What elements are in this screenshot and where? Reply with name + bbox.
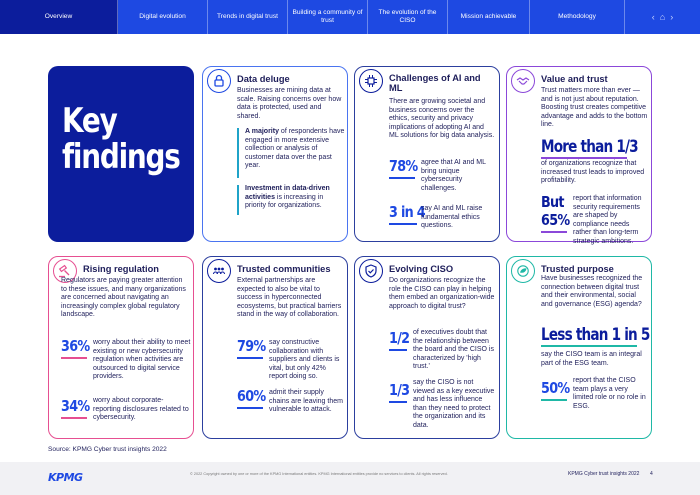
data-point-2-text: is increasing in priority for organizations.	[245, 193, 324, 210]
card-ai-ml	[354, 66, 500, 242]
back-arrow-icon[interactable]: ‹	[651, 12, 655, 22]
top-nav	[0, 0, 700, 34]
data-point-2-bold: Investment in data-driven activities	[245, 185, 330, 201]
tab-evolution-ciso[interactable]: The evolution of the CISO	[368, 0, 448, 34]
tab-digital-evolution[interactable]: Digital evolution	[118, 0, 208, 34]
tab-trends-digital-trust[interactable]: Trends in digital trust	[208, 0, 288, 34]
stat-label: But	[541, 193, 564, 211]
chip-icon	[359, 69, 383, 93]
stat-value: 3 in 4	[389, 203, 425, 221]
stat-text: worry about their ability to meet existing or new cybersecurity regulation when activities are outsourced to digital service providers.	[93, 339, 191, 381]
stat-text: agree that AI and ML bring unique cybersecurity challenges.	[421, 159, 486, 192]
shield-check-icon	[359, 259, 383, 283]
kpmg-logo: KPMG	[48, 471, 83, 484]
card-title: Challenges of AI and ML	[389, 73, 481, 94]
footer-bar	[0, 462, 700, 495]
tab-methodology[interactable]: Methodology	[530, 0, 625, 34]
card-intro: Regulators are paying greater attention to these issues, and many organizations are concerned about navigating an increasingly complex global regulatory landscape.	[61, 277, 186, 319]
nav-tools	[625, 0, 700, 34]
card-trusted-purpose	[506, 256, 652, 439]
data-point-1-bold: A majority	[245, 128, 279, 135]
stat-text: say AI and ML raise fundamental ethics questions.	[421, 205, 483, 230]
card-title: Value and trust	[541, 74, 608, 84]
card-data-deluge	[202, 66, 348, 242]
handshake-icon	[511, 69, 535, 93]
card-intro: Do organizations recognize the role the CISO can play in helping them embed an organization-wide approach to digital trust?	[389, 277, 495, 310]
stat-underline	[237, 407, 263, 409]
stat-value: 1/3	[389, 381, 410, 399]
stat-text: of executives doubt that the relationship between the board and the CISO is characterized by 'high trust.'	[413, 329, 494, 371]
stat-value: 50%	[541, 379, 570, 397]
page-number: 4	[650, 471, 653, 477]
stat-text: worry about corporate-reporting disclosures related to cybersecurity.	[93, 397, 189, 422]
tab-mission-achievable[interactable]: Mission achievable	[448, 0, 530, 34]
stat-underline	[237, 357, 263, 359]
stat-value: 79%	[237, 337, 266, 355]
card-title: Trusted purpose	[541, 264, 614, 274]
big-stat-text: say the CISO team is an integral part of the ESG team.	[541, 351, 642, 367]
stat-text: admit their supply chains are leaving them vulnerable to attack.	[269, 389, 343, 414]
stat-value: 34%	[61, 397, 90, 415]
forward-arrow-icon[interactable]: ›	[670, 12, 674, 22]
accent-bar	[237, 185, 239, 215]
stat-underline	[61, 357, 87, 359]
card-title: Trusted communities	[237, 264, 331, 274]
card-intro: Businesses are mining data at scale. Raising concerns over how data is protected, used and shared.	[237, 87, 342, 120]
stat-text: say the CISO is not viewed as a key executive and has less influence than they need to protect the organization and its data.	[413, 379, 495, 429]
tab-community-of-trust[interactable]: Building a community of trust	[288, 0, 368, 34]
card-value-trust	[506, 66, 652, 245]
page-title: Key findings	[62, 101, 180, 177]
key-findings-panel	[48, 66, 194, 242]
card-title: Data deluge	[237, 74, 290, 84]
big-stat: Less than 1 in 5	[541, 325, 650, 345]
card-title: Rising regulation	[83, 264, 159, 274]
footer-title: KPMG Cyber trust insights 2022	[568, 471, 640, 477]
stat-value: 36%	[61, 337, 90, 355]
big-stat: More than 1/3	[541, 137, 638, 157]
stat-text: report that the CISO team plays a very limited role or no role in ESG.	[573, 377, 646, 410]
stat-underline	[541, 399, 567, 401]
stat-text: report that information security requirements are shaped by compliance needs rather than long-term strategic ambitions.	[573, 195, 642, 245]
stat-value: 65%	[541, 211, 570, 229]
card-intro: Have businesses recognized the connection between digital trust and their environmental, social and governance (ESG) agenda?	[541, 275, 643, 308]
card-trusted-communities	[202, 256, 348, 439]
source-note: Source: KPMG Cyber trust insights 2022	[48, 446, 167, 453]
stat-value: 78%	[389, 157, 418, 175]
tab-overview[interactable]: Overview	[0, 0, 118, 34]
stat-value: 60%	[237, 387, 266, 405]
big-stat-text: of organizations recognize that increased trust leads to improved profitability.	[541, 160, 645, 185]
stat-underline	[389, 401, 407, 403]
copyright-text: © 2022 Copyright owned by one or more of the KPMG International entities. KPMG International entities provide no services to clients. All rights reserved.	[190, 472, 448, 476]
card-intro: External partnerships are expected to also be vital to success in hyperconnected ecosystems, but practical barriers stand in the way of collaboration.	[237, 277, 342, 319]
data-point-2	[245, 185, 345, 211]
card-intro: There are growing societal and business concerns over the ethics, security and privacy implications of adopting AI and ML solutions for big data analysis.	[389, 98, 495, 140]
people-group-icon	[207, 259, 231, 283]
card-intro: Trust matters more than ever — and is not just about reputation. Boosting trust creates competitive advantage and adds to the bottom line.	[541, 87, 648, 129]
stat-underline	[541, 157, 627, 159]
stat-underline	[389, 223, 417, 225]
lock-icon	[207, 69, 231, 93]
data-point-1-text: of respondents have engaged in more extensive collection or analysis of customer data over the past year.	[245, 128, 345, 170]
accent-bar	[237, 128, 239, 178]
stat-underline	[61, 417, 87, 419]
card-title: Evolving CISO	[389, 264, 454, 274]
stat-underline	[541, 231, 567, 233]
stat-underline	[541, 345, 637, 347]
leaf-globe-icon	[511, 259, 535, 283]
data-point-1	[245, 128, 345, 171]
card-rising-regulation	[48, 256, 194, 439]
stat-value: 1/2	[389, 329, 410, 347]
card-evolving-ciso	[354, 256, 500, 439]
stat-underline	[389, 349, 407, 351]
home-icon[interactable]: ⌂	[659, 12, 666, 22]
stat-underline	[389, 177, 415, 179]
stat-text: say constructive collaboration with suppliers and clients is vital, but only 42% report doing so.	[269, 339, 340, 381]
